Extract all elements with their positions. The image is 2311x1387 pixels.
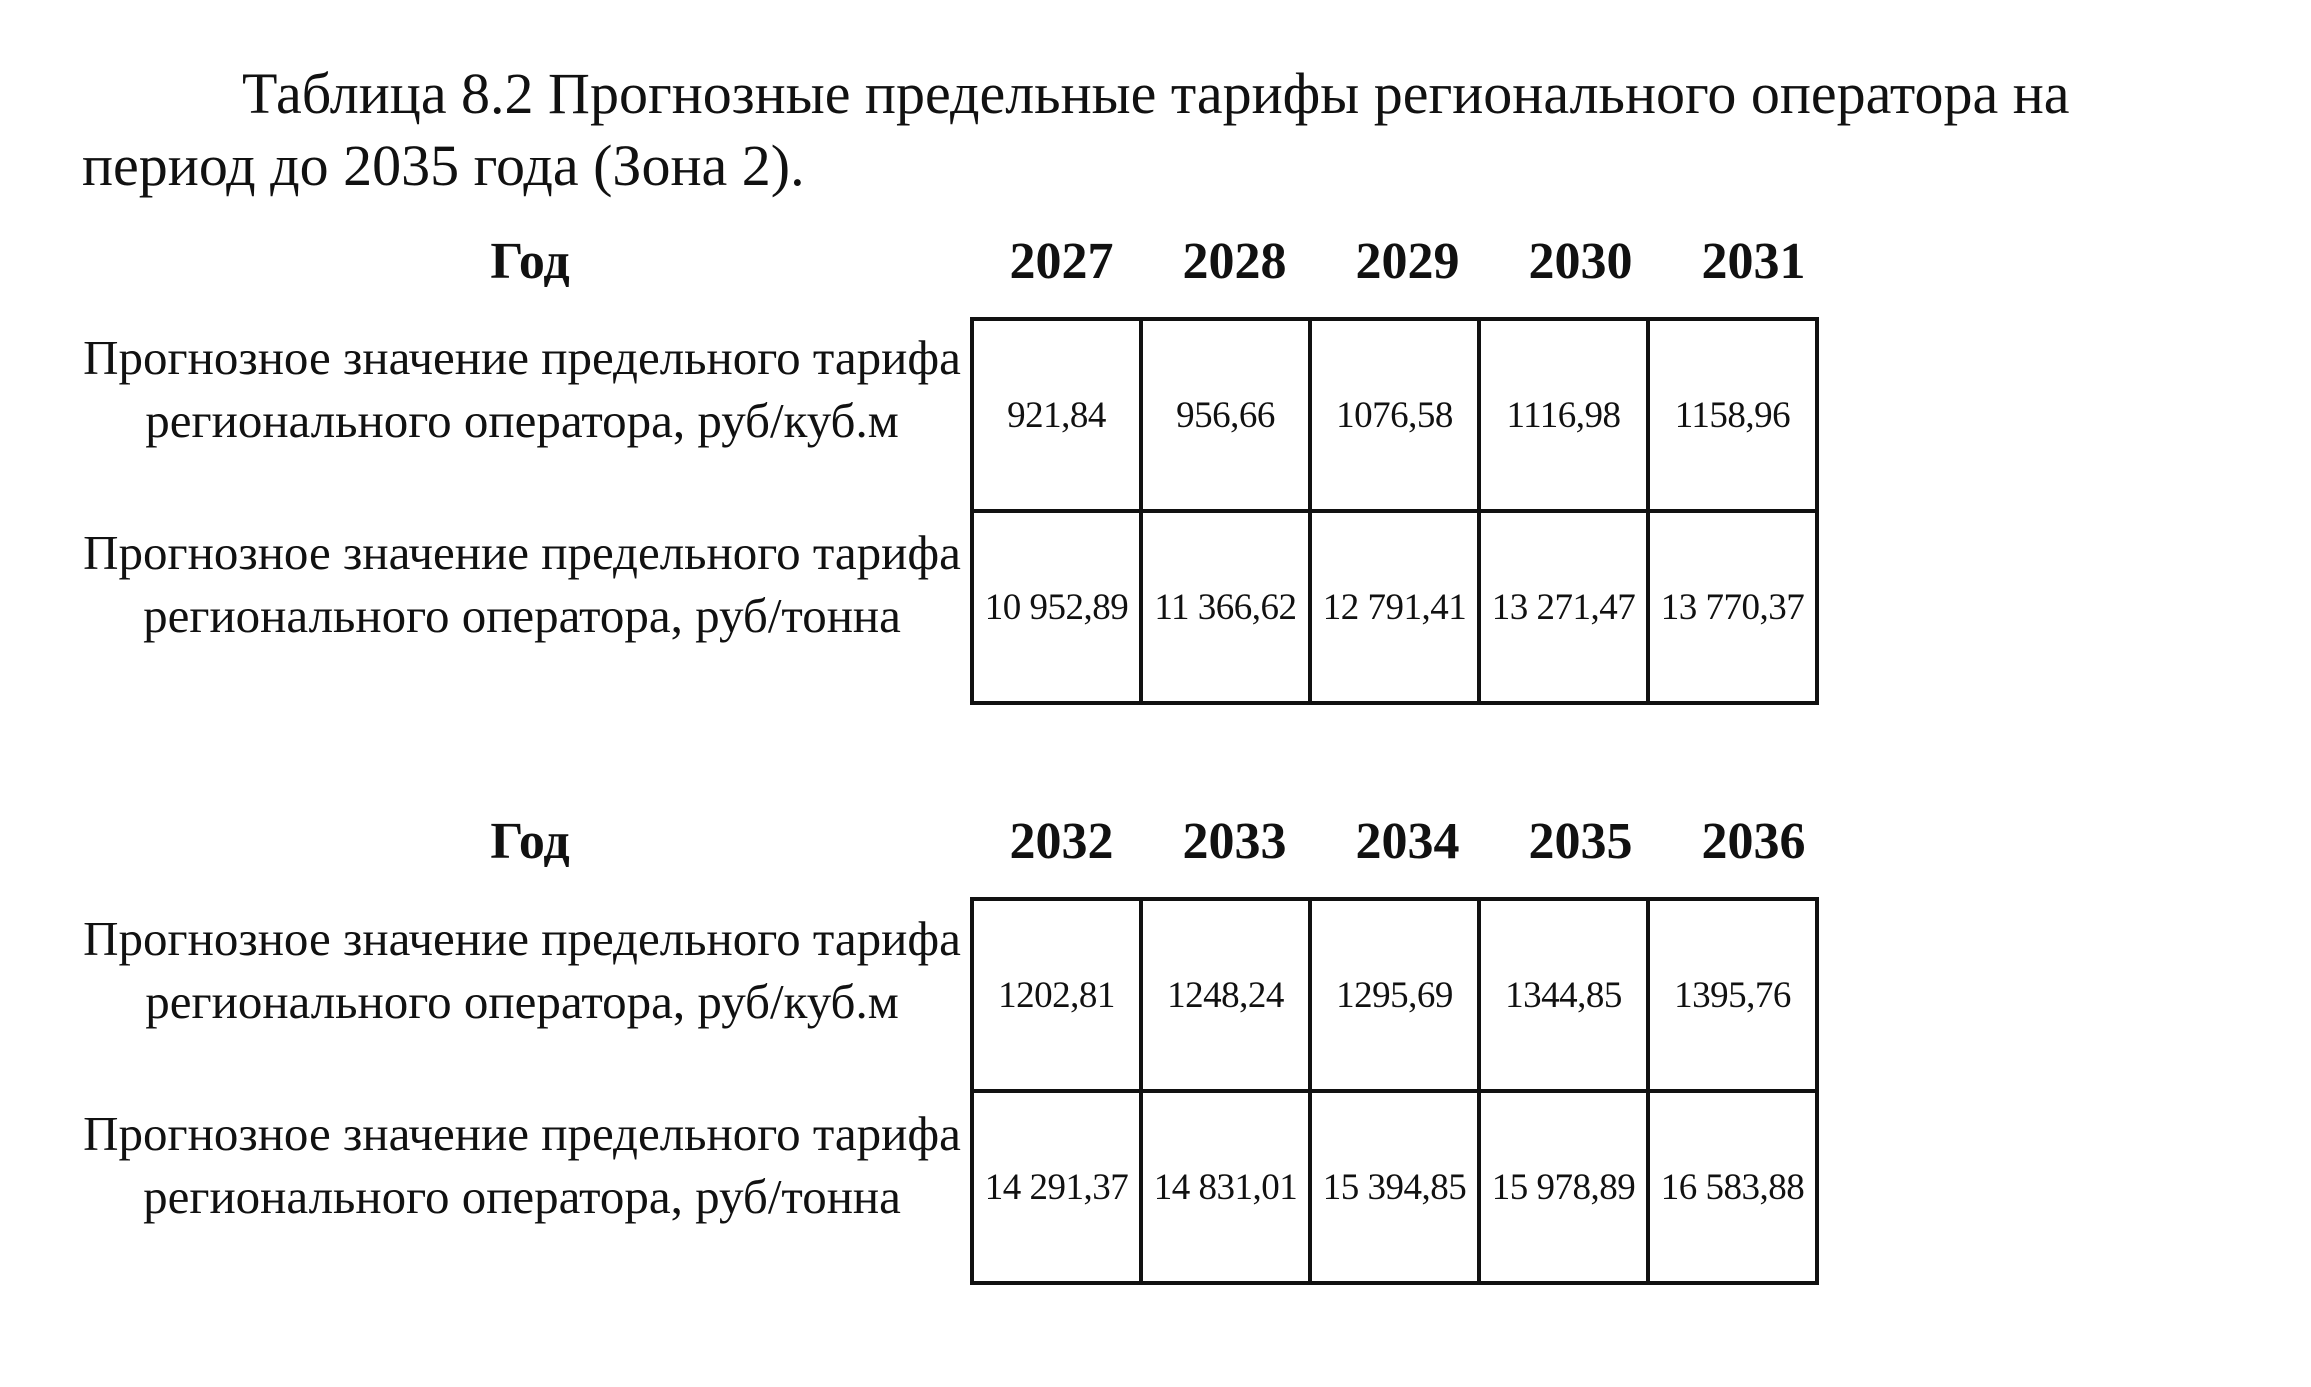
year-header-label: Год — [490, 813, 570, 870]
table-caption: Таблица 8.2 Прогнозные предельные тарифы регионального оператора на период до 2035 года (Зона 2). — [82, 61, 2070, 198]
value-cell: 16 583,88 — [1648, 1091, 1817, 1283]
values-grid — [970, 897, 1819, 1285]
year-header-label: Год — [490, 233, 570, 290]
year-header-cell: 2036 — [1701, 813, 1806, 870]
row-label-tariff-per-m3: Прогнозное значение предельного тарифа регионального оператора, руб/куб.м — [83, 330, 961, 448]
year-header-cell: 2028 — [1182, 233, 1287, 290]
value-cell: 1248,24 — [1141, 899, 1310, 1091]
value-cell: 956,66 — [1141, 319, 1310, 511]
year-header-cell: 2035 — [1528, 813, 1633, 870]
value-cell: 15 978,89 — [1479, 1091, 1648, 1283]
table-row — [972, 1091, 1817, 1283]
value-cell: 13 271,47 — [1479, 511, 1648, 703]
year-header-cell: 2029 — [1355, 233, 1460, 290]
value-cell: 11 366,62 — [1141, 511, 1310, 703]
year-header-cell: 2027 — [1009, 233, 1114, 290]
value-cell: 1344,85 — [1479, 899, 1648, 1091]
value-cell: 1395,76 — [1648, 899, 1817, 1091]
year-header-cell: 2031 — [1701, 233, 1806, 290]
value-cell: 1158,96 — [1648, 319, 1817, 511]
value-cell: 1076,58 — [1310, 319, 1479, 511]
value-cell: 14 291,37 — [972, 1091, 1141, 1283]
value-cell: 10 952,89 — [972, 511, 1141, 703]
year-header-cell: 2032 — [1009, 813, 1114, 870]
value-cell: 13 770,37 — [1648, 511, 1817, 703]
value-cell: 1202,81 — [972, 899, 1141, 1091]
values-grid — [970, 317, 1819, 705]
year-header-cell: 2034 — [1355, 813, 1460, 870]
value-cell: 12 791,41 — [1310, 511, 1479, 703]
year-header-cell: 2030 — [1528, 233, 1633, 290]
value-cell: 1295,69 — [1310, 899, 1479, 1091]
table-row — [972, 319, 1817, 511]
row-label-tariff-per-m3: Прогнозное значение предельного тарифа регионального оператора, руб/куб.м — [83, 911, 961, 1029]
value-cell: 15 394,85 — [1310, 1091, 1479, 1283]
table-row — [972, 899, 1817, 1091]
value-cell: 14 831,01 — [1141, 1091, 1310, 1283]
row-label-tariff-per-tonne: Прогнозное значение предельного тарифа регионального оператора, руб/тонна — [83, 1106, 961, 1224]
value-cell: 921,84 — [972, 319, 1141, 511]
value-cell: 1116,98 — [1479, 319, 1648, 511]
year-header-cell: 2033 — [1182, 813, 1287, 870]
table-row — [972, 511, 1817, 703]
row-label-tariff-per-tonne: Прогнозное значение предельного тарифа регионального оператора, руб/тонна — [83, 525, 961, 643]
